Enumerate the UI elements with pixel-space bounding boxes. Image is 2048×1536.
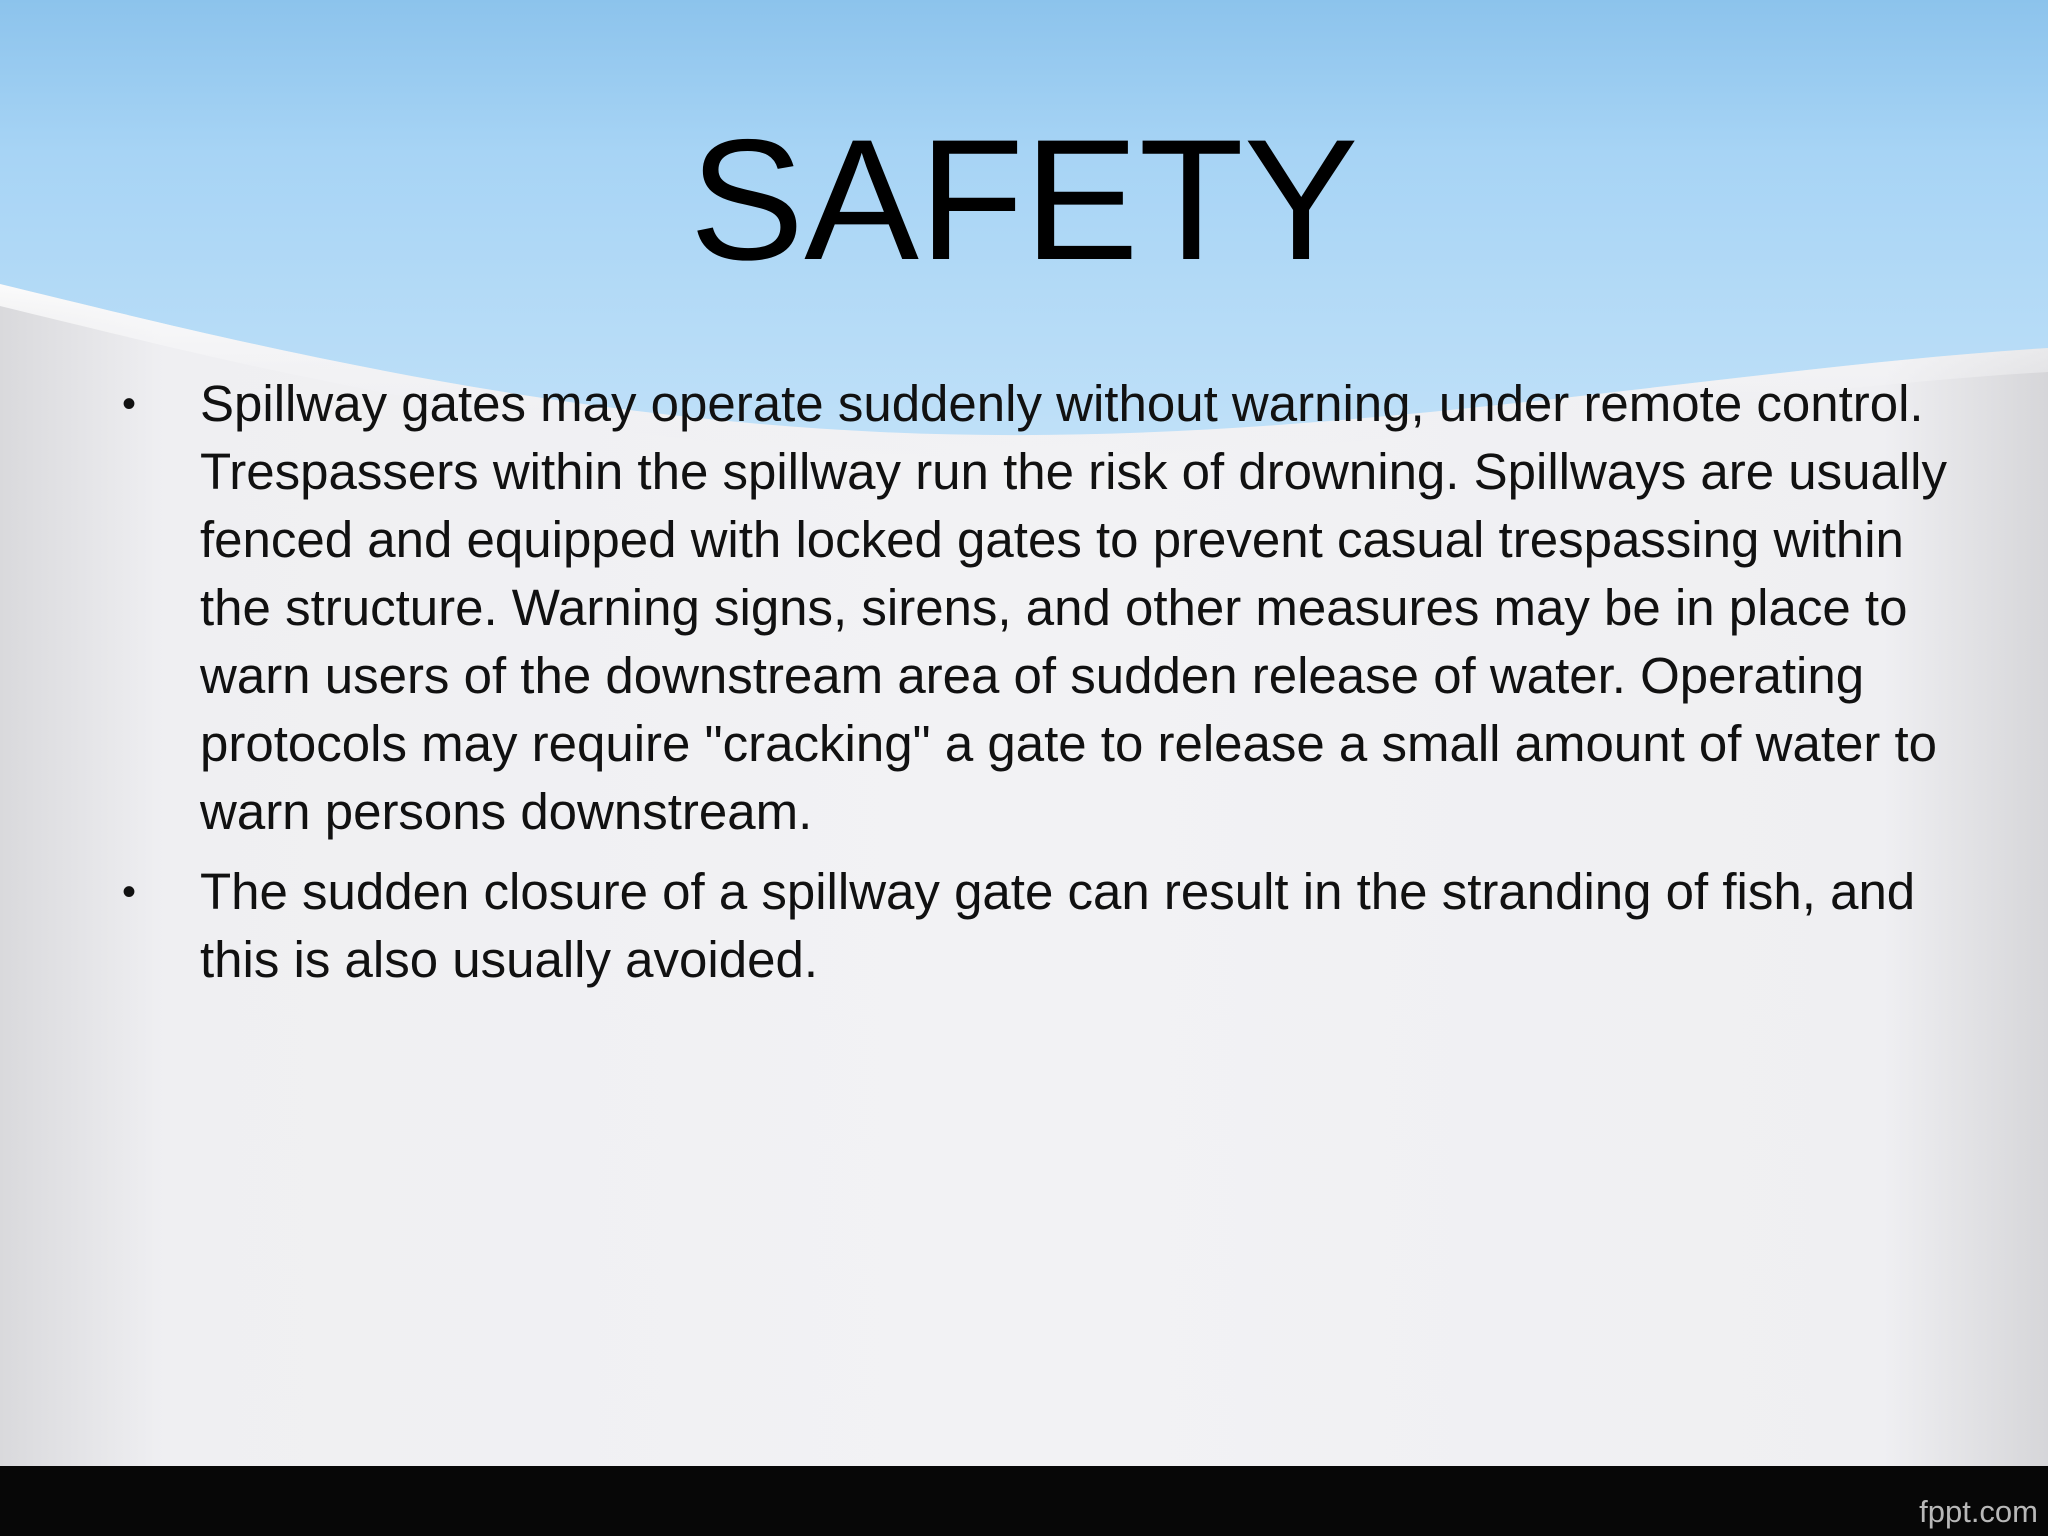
bullet-text: Spillway gates may operate suddenly without warning, under remote control. Trespassers within the spillway run the risk of drowning. Spillways are usually fenced and equipped with locked gates to prevent casual trespassing within the structure. Warning signs, sirens, and other measures may be in place to warn users of the downstream area of sudden release of water. Operating protocols may require "cracking" a gate to release a small amount of water to warn persons downstream. bbox=[200, 375, 1947, 840]
slide-title: SAFETY bbox=[689, 104, 1359, 296]
footer-brand-label: fppt.com bbox=[1919, 1494, 2038, 1529]
bullet-item bbox=[122, 858, 1952, 994]
bullet-list bbox=[122, 370, 1952, 1006]
bullet-icon: • bbox=[122, 870, 137, 914]
footer-bar bbox=[0, 1466, 2048, 1536]
bullet-text: The sudden closure of a spillway gate can result in the stranding of fish, and this is also usually avoided. bbox=[200, 863, 1916, 988]
bullet-icon: • bbox=[122, 382, 137, 426]
bullet-item bbox=[122, 370, 1952, 846]
